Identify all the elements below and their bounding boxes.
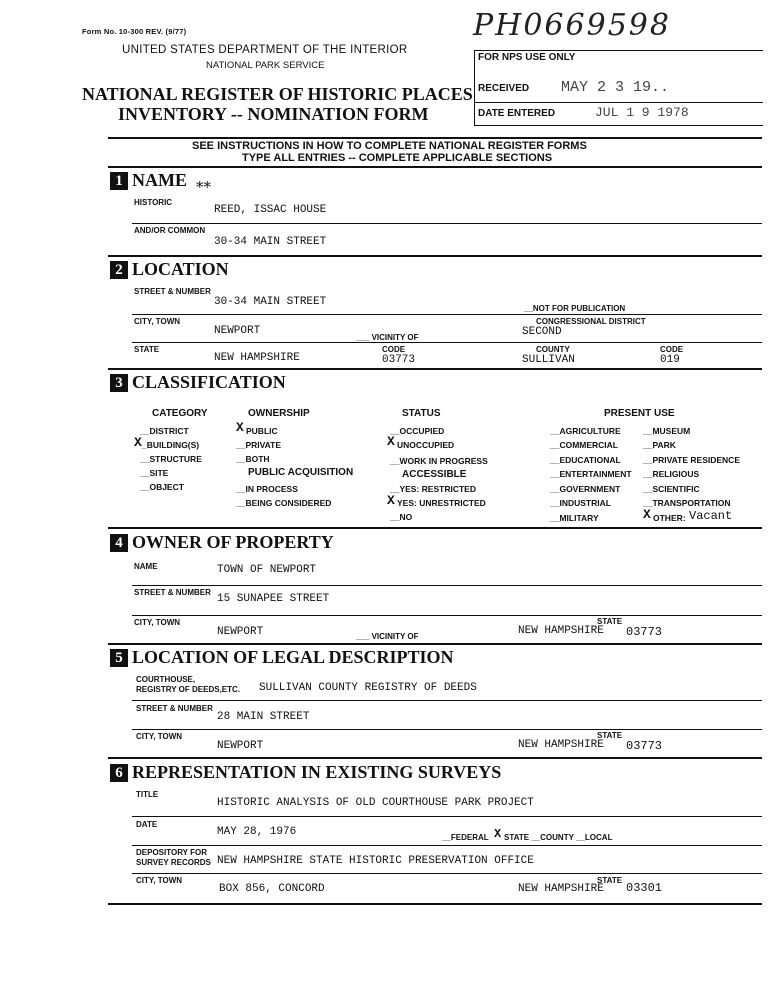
owner-state-value: NEW HAMPSHIRE xyxy=(518,625,604,637)
county-code-label: CODE xyxy=(660,345,684,354)
location-vicinity: ___ VICINITY OF xyxy=(356,333,419,342)
use-transportation: __TRANSPORTATION xyxy=(643,498,731,508)
owner-name-value: TOWN OF NEWPORT xyxy=(217,564,317,576)
category-structure: __STRUCTURE xyxy=(140,454,202,464)
survey-title-value: HISTORIC ANALYSIS OF OLD COURTHOUSE PARK PROJECT xyxy=(217,797,534,809)
status-occupied: __OCCUPIED xyxy=(390,426,445,436)
access-yes-unrestricted: YES: UNRESTRICTED xyxy=(397,498,486,508)
use-military: __MILITARY xyxy=(550,513,599,523)
section-3-title: CLASSIFICATION xyxy=(132,372,286,392)
date-entered-stamp: JUL 1 9 1978 xyxy=(595,105,689,120)
survey-state-label: STATE xyxy=(597,876,623,885)
section-6-title: REPRESENTATION IN EXISTING SURVEYS xyxy=(132,762,502,782)
county-code-value: 019 xyxy=(660,354,680,366)
unrestricted-check-mark: X xyxy=(387,493,395,508)
date-entered-label: DATE ENTERED xyxy=(478,108,556,119)
survey-city-value: BOX 856, CONCORD xyxy=(219,883,325,895)
category-heading: CATEGORY xyxy=(152,408,208,419)
status-work-in-progress: __WORK IN PROGRESS xyxy=(390,456,488,466)
not-for-publication: __NOT FOR PUBLICATION xyxy=(524,304,626,313)
location-city-value: NEWPORT xyxy=(214,325,261,337)
use-other-value: Vacant xyxy=(689,509,733,523)
category-district: __DISTRICT xyxy=(140,426,189,436)
section-5-number: 5 xyxy=(110,649,128,667)
depository-label-2: SURVEY RECORDS xyxy=(136,858,211,867)
service-name: NATIONAL PARK SERVICE xyxy=(206,60,325,71)
location-state-value: NEW HAMPSHIRE xyxy=(214,352,300,364)
building-check-mark: X xyxy=(134,435,142,450)
acquisition-in-process: __IN PROCESS xyxy=(236,484,298,494)
use-agriculture: __AGRICULTURE xyxy=(550,426,621,436)
section-2-title: LOCATION xyxy=(132,259,229,279)
instructions-line1: SEE INSTRUCTIONS IN HOW TO COMPLETE NATIONAL REGISTER FORMS xyxy=(192,140,587,152)
courthouse-label: COURTHOUSE, xyxy=(136,675,196,684)
form-title-line2: INVENTORY -- NOMINATION FORM xyxy=(118,104,429,124)
ownership-private: __PRIVATE xyxy=(236,440,282,450)
survey-date-label: DATE xyxy=(136,820,158,829)
registry-city-label: CITY, TOWN xyxy=(136,732,183,741)
category-building: _BUILDING(S) xyxy=(142,440,200,450)
survey-level-federal: __FEDERAL xyxy=(442,833,489,842)
section-3-number: 3 xyxy=(110,374,128,392)
state-check-mark: X xyxy=(494,827,502,841)
present-use-heading: PRESENT USE xyxy=(604,408,675,419)
survey-city-label: CITY, TOWN xyxy=(136,876,183,885)
category-site: __SITE xyxy=(140,468,169,478)
owner-state-label: STATE xyxy=(597,617,623,626)
survey-state-value: NEW HAMPSHIRE xyxy=(518,883,604,895)
use-museum: __MUSEUM xyxy=(643,426,691,436)
registry-city-value: NEWPORT xyxy=(217,740,264,752)
other-check-mark: X xyxy=(643,507,651,522)
use-educational: __EDUCATIONAL xyxy=(550,455,621,465)
received-stamp: MAY 2 3 19.. xyxy=(561,79,670,96)
section-6-number: 6 xyxy=(110,764,128,782)
state-code-value: 03773 xyxy=(382,354,416,366)
status-heading: STATUS xyxy=(402,408,441,419)
survey-date-value: MAY 28, 1976 xyxy=(217,826,297,838)
public-check-mark: X xyxy=(236,420,244,435)
use-government: __GOVERNMENT xyxy=(550,484,621,494)
section-1-number: 1 xyxy=(110,172,128,190)
use-park: __PARK xyxy=(643,440,676,450)
registry-value: SULLIVAN COUNTY REGISTRY OF DEEDS xyxy=(259,682,477,694)
handwritten-reference-number: PH0669598 xyxy=(473,8,671,43)
historic-name-value: REED, ISSAC HOUSE xyxy=(214,204,327,216)
ownership-heading: OWNERSHIP xyxy=(248,408,310,419)
owner-vicinity: ___ VICINITY OF xyxy=(356,632,419,641)
section-2-number: 2 xyxy=(110,261,128,279)
location-city-label: CITY, TOWN xyxy=(134,317,181,326)
acquisition-heading: PUBLIC ACQUISITION xyxy=(248,467,354,478)
instructions-line2: TYPE ALL ENTRIES -- COMPLETE APPLICABLE SECTIONS xyxy=(242,152,553,164)
section-4-number: 4 xyxy=(110,534,128,552)
depository-value: NEW HAMPSHIRE STATE HISTORIC PRESERVATION OFFICE xyxy=(217,855,534,867)
ownership-public: PUBLIC xyxy=(246,426,278,436)
category-object: __OBJECT xyxy=(140,482,184,492)
use-entertainment: __ENTERTAINMENT xyxy=(550,469,632,479)
owner-street-value: 15 SUNAPEE STREET xyxy=(217,593,330,605)
common-name-label: AND/OR COMMON xyxy=(134,226,206,235)
county-label: COUNTY xyxy=(536,345,570,354)
survey-title-label: TITLE xyxy=(136,790,159,799)
congressional-district-label: CONGRESSIONAL DISTRICT xyxy=(536,317,646,326)
registry-street-label: STREET & NUMBER xyxy=(136,704,213,713)
historic-label: HISTORIC xyxy=(134,198,173,207)
handwritten-asterisks: ** xyxy=(196,178,211,196)
section-1-title: NAME xyxy=(132,170,187,190)
use-industrial: __INDUSTRIAL xyxy=(550,498,611,508)
form-number: Form No. 10-300 REV. (9/77) xyxy=(82,27,187,36)
nps-box-label: FOR NPS USE ONLY xyxy=(478,52,576,63)
registry-label: REGISTRY OF DEEDS,ETC. xyxy=(136,685,241,694)
use-religious: __RELIGIOUS xyxy=(643,469,700,479)
owner-city-label: CITY, TOWN xyxy=(134,618,181,627)
county-value: SULLIVAN xyxy=(522,354,575,366)
common-name-value: 30-34 MAIN STREET xyxy=(214,236,327,248)
access-no: __NO xyxy=(390,512,413,522)
registry-street-value: 28 MAIN STREET xyxy=(217,711,310,723)
registry-zip-value: 03773 xyxy=(626,739,663,753)
location-street-label: STREET & NUMBER xyxy=(134,287,211,296)
section-4-title: OWNER OF PROPERTY xyxy=(132,532,334,552)
location-state-label: STATE xyxy=(134,345,160,354)
access-yes-restricted: __YES: RESTRICTED xyxy=(390,484,476,494)
use-commercial: __COMMERCIAL xyxy=(550,440,619,450)
form-title-line1: NATIONAL REGISTER OF HISTORIC PLACES xyxy=(82,84,473,104)
survey-zip-value: 03301 xyxy=(626,881,663,895)
owner-zip-value: 03773 xyxy=(626,625,663,639)
registry-state-label: STATE xyxy=(597,731,623,740)
use-scientific: __SCIENTIFIC xyxy=(643,484,700,494)
owner-street-label: STREET & NUMBER xyxy=(134,588,211,597)
state-code-label: CODE xyxy=(382,345,406,354)
owner-city-value: NEWPORT xyxy=(217,626,264,638)
agency-name: UNITED STATES DEPARTMENT OF THE INTERIOR xyxy=(122,44,408,56)
nps-use-box xyxy=(474,50,763,126)
survey-level-others: STATE __COUNTY __LOCAL xyxy=(504,833,613,842)
depository-label-1: DEPOSITORY FOR xyxy=(136,848,207,857)
section-5-title: LOCATION OF LEGAL DESCRIPTION xyxy=(132,647,454,667)
owner-name-label: NAME xyxy=(134,562,158,571)
congressional-district-value: SECOND xyxy=(522,326,562,338)
registry-state-value: NEW HAMPSHIRE xyxy=(518,739,604,751)
acquisition-being-considered: __BEING CONSIDERED xyxy=(236,498,332,508)
status-unoccupied: UNOCCUPIED xyxy=(397,440,455,450)
use-private-residence: __PRIVATE RESIDENCE xyxy=(643,455,740,465)
received-label: RECEIVED xyxy=(478,83,530,94)
unoccupied-check-mark: X xyxy=(387,434,395,449)
accessible-heading: ACCESSIBLE xyxy=(402,469,467,480)
use-other: OTHER: xyxy=(653,513,686,523)
ownership-both: __BOTH xyxy=(236,454,270,464)
location-street-value: 30-34 MAIN STREET xyxy=(214,296,327,308)
